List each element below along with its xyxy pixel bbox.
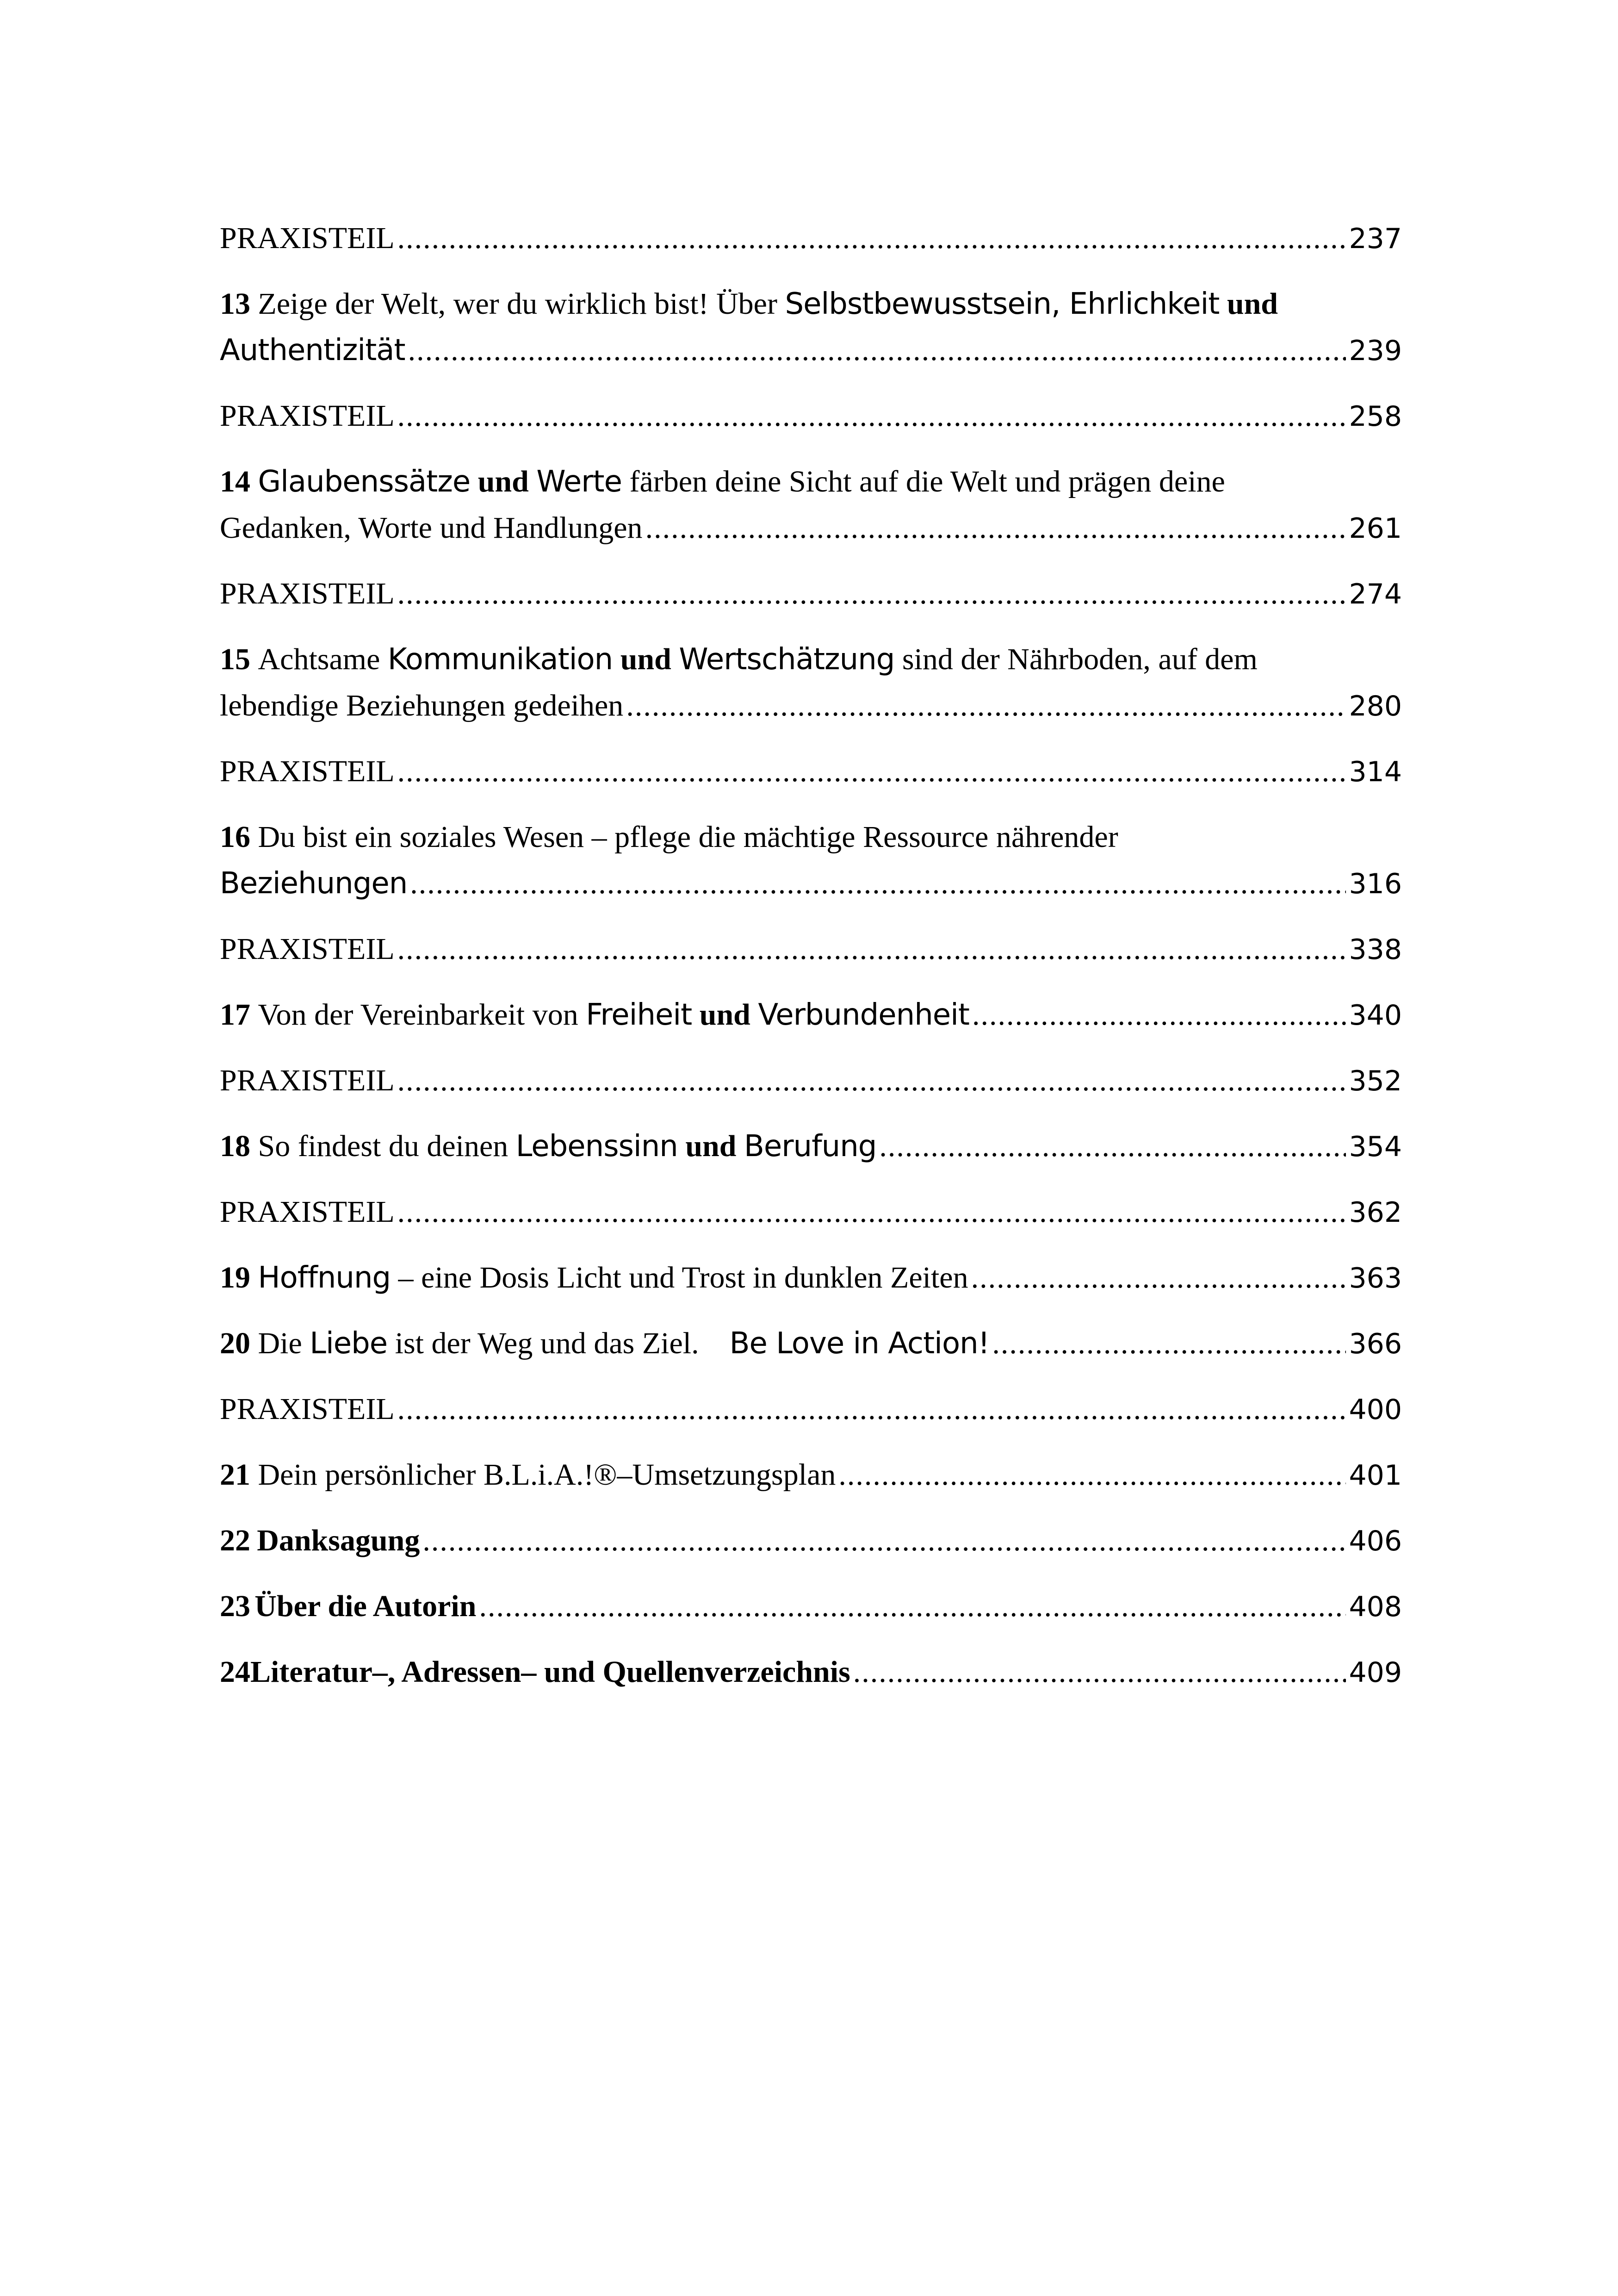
dot-leader — [422, 1518, 1346, 1564]
dot-leader — [397, 926, 1346, 972]
dot-leader — [397, 393, 1346, 439]
entry-keyword: Berufung — [744, 1129, 877, 1164]
dot-leader — [626, 683, 1346, 729]
entry-text: So findest du deinen — [258, 1129, 508, 1163]
toc-entry-chapter-21[interactable] — [220, 1452, 1402, 1499]
toc-entry-praxisteil[interactable] — [220, 1386, 1402, 1433]
chapter-number: 13 — [220, 287, 250, 321]
page-number: 314 — [1349, 756, 1402, 788]
page-number: 409 — [1349, 1656, 1402, 1689]
page-number: 363 — [1349, 1262, 1402, 1294]
toc-entry-chapter-23[interactable] — [220, 1583, 1402, 1630]
page-number: 280 — [1349, 690, 1402, 722]
chapter-number: 14 — [220, 465, 250, 498]
toc-entry-chapter-13[interactable] — [220, 281, 1402, 374]
page-number: 239 — [1349, 335, 1402, 367]
chapter-number: 17 — [220, 998, 250, 1032]
dot-leader — [971, 1255, 1346, 1301]
page-number: 274 — [1349, 578, 1402, 610]
entry-text: Dein persönlicher B.L.i.A.!®–Umsetzungsplan — [258, 1458, 836, 1492]
dot-leader — [853, 1649, 1346, 1695]
chapter-number: 24 — [220, 1655, 250, 1689]
dot-leader — [397, 1058, 1346, 1104]
toc-entry-chapter-19[interactable] — [220, 1255, 1402, 1301]
toc-entry-praxisteil[interactable] — [220, 1058, 1402, 1104]
entry-text: Du bist ein soziales Wesen – pflege die mächtige Ressource nährender — [258, 820, 1118, 854]
dot-leader — [397, 215, 1346, 261]
entry-label: PRAXISTEIL — [220, 399, 395, 433]
dot-leader — [397, 571, 1346, 617]
dot-leader — [879, 1123, 1346, 1170]
dot-leader — [397, 1189, 1346, 1235]
entry-text: Literatur–, Adressen– und Quellenverzeichnis — [250, 1655, 850, 1689]
entry-text: – eine Dosis Licht und Trost in dunklen Zeiten — [398, 1261, 968, 1294]
page-number: 340 — [1349, 999, 1402, 1032]
entry-label: PRAXISTEIL — [220, 754, 395, 788]
chapter-number: 23 — [220, 1589, 250, 1623]
toc-entry-chapter-15[interactable] — [220, 636, 1402, 729]
dot-leader — [408, 327, 1346, 373]
entry-keyword: Freiheit — [586, 998, 692, 1032]
entry-text: Die — [258, 1326, 302, 1360]
page-number: 338 — [1349, 933, 1402, 966]
entry-text: Gedanken, Worte und Handlungen — [220, 511, 643, 545]
page-number: 366 — [1349, 1328, 1402, 1360]
page-number: 401 — [1349, 1459, 1402, 1492]
chapter-number: 19 — [220, 1261, 250, 1294]
dot-leader — [972, 992, 1346, 1038]
entry-keyword: Lebenssinn — [515, 1129, 678, 1164]
entry-text: Danksagung — [257, 1524, 420, 1557]
entry-label: PRAXISTEIL — [220, 1064, 395, 1097]
page-number: 237 — [1349, 223, 1402, 255]
entry-keyword: Selbstbewusstsein, Ehrlichkeit — [785, 287, 1220, 321]
entry-label: PRAXISTEIL — [220, 1195, 395, 1229]
dot-leader — [645, 505, 1346, 551]
toc-entry-chapter-14[interactable] — [220, 459, 1402, 552]
chapter-number: 20 — [220, 1326, 250, 1360]
chapter-number: 15 — [220, 642, 250, 676]
entry-keyword: Hoffnung — [258, 1261, 391, 1295]
dot-leader — [410, 860, 1346, 907]
entry-label: PRAXISTEIL — [220, 932, 395, 966]
page-number: 352 — [1349, 1065, 1402, 1097]
dot-leader — [397, 748, 1346, 795]
entry-keyword: Liebe — [310, 1326, 388, 1361]
entry-keyword: Glaubenssätze — [258, 465, 471, 499]
page-number: 354 — [1349, 1131, 1402, 1163]
entry-connector: und — [685, 1129, 737, 1163]
page-number: 406 — [1349, 1525, 1402, 1557]
entry-text: färben deine Sicht auf die Welt und prägen deine — [629, 465, 1225, 498]
dot-leader — [838, 1452, 1346, 1498]
toc-entry-praxisteil[interactable] — [220, 926, 1402, 973]
page-number: 400 — [1349, 1394, 1402, 1426]
entry-label: PRAXISTEIL — [220, 1392, 395, 1426]
dot-leader — [992, 1320, 1346, 1367]
toc-entry-chapter-16[interactable] — [220, 814, 1402, 907]
chapter-number: 22 — [220, 1524, 250, 1557]
entry-keyword: Authentizität — [220, 333, 405, 367]
entry-text: Achtsame — [258, 642, 380, 676]
toc-entry-chapter-18[interactable] — [220, 1123, 1402, 1170]
chapter-number: 21 — [220, 1458, 250, 1492]
entry-keyword: Verbundenheit — [758, 998, 970, 1032]
entry-connector: und — [477, 465, 529, 498]
toc-entry-chapter-17[interactable] — [220, 992, 1402, 1039]
page-number: 408 — [1349, 1591, 1402, 1623]
entry-connector: und — [699, 998, 750, 1032]
entry-text: sind der Nährboden, auf dem — [902, 642, 1258, 676]
entry-label: PRAXISTEIL — [220, 577, 395, 610]
entry-keyword: Be Love in Action! — [729, 1326, 990, 1361]
page-number: 258 — [1349, 400, 1402, 433]
entry-keyword: Wertschätzung — [679, 642, 895, 677]
chapter-number: 16 — [220, 820, 250, 854]
page-number: 362 — [1349, 1196, 1402, 1229]
toc-entry-chapter-22[interactable] — [220, 1518, 1402, 1564]
entry-label: PRAXISTEIL — [220, 221, 395, 255]
entry-text: Über die Autorin — [254, 1589, 477, 1623]
entry-connector: und — [1227, 287, 1278, 321]
entry-connector: und — [620, 642, 671, 676]
entry-text: Zeige der Welt, wer du wirklich bist! Über — [258, 287, 777, 321]
toc-entry-chapter-24[interactable] — [220, 1649, 1402, 1696]
entry-keyword: Beziehungen — [220, 866, 408, 901]
table-of-contents — [220, 215, 1402, 1696]
toc-entry-praxisteil[interactable] — [220, 571, 1402, 617]
entry-keyword: Kommunikation — [387, 642, 613, 677]
toc-entry-praxisteil[interactable] — [220, 393, 1402, 440]
toc-entry-praxisteil[interactable] — [220, 215, 1402, 262]
dot-leader — [479, 1583, 1346, 1630]
page-number: 261 — [1349, 512, 1402, 545]
toc-entry-praxisteil[interactable] — [220, 1189, 1402, 1236]
toc-entry-chapter-20[interactable] — [220, 1320, 1402, 1367]
page-number: 316 — [1349, 868, 1402, 900]
entry-text: ist der Weg und das Ziel. — [395, 1326, 699, 1360]
toc-entry-praxisteil[interactable] — [220, 748, 1402, 795]
entry-text: Von der Vereinbarkeit von — [258, 998, 578, 1032]
chapter-number: 18 — [220, 1129, 250, 1163]
entry-text: lebendige Beziehungen gedeihen — [220, 689, 624, 722]
dot-leader — [397, 1386, 1346, 1432]
entry-keyword: Werte — [536, 465, 622, 499]
